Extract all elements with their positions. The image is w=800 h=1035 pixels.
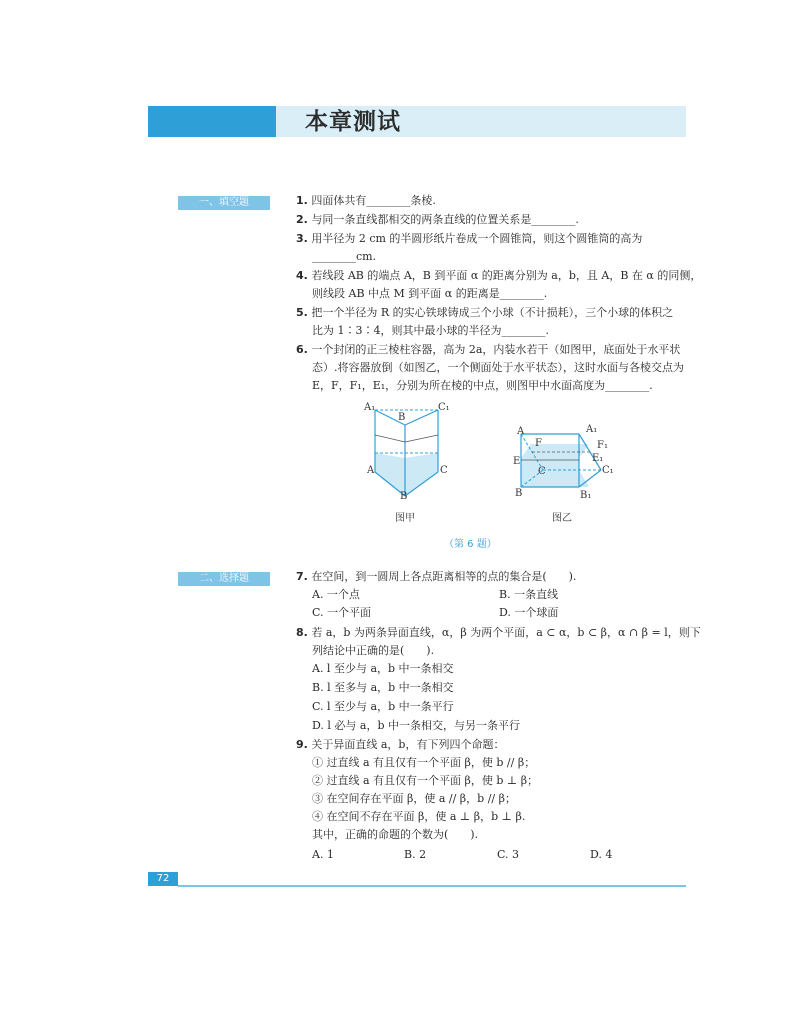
question-text: 与同一条直线都相交的两条直线的位置关系是________. — [311, 213, 579, 226]
proposition-1: ① 过直线 a 有且仅有一个平面 β，使 b // β； — [312, 756, 536, 769]
question-3 — [296, 230, 686, 266]
vertex-label: A — [367, 465, 375, 476]
vertex-label: E₁ — [592, 453, 604, 464]
option-a[interactable]: A. l 至少与 a，b 中一条相交 — [312, 662, 454, 675]
question-number: 2. — [296, 213, 308, 226]
vertex-label: E — [513, 456, 521, 467]
vertex-label: B₁ — [580, 490, 592, 501]
vertex-label: B — [398, 412, 406, 423]
question-text: 用半径为 2 cm 的半圆形纸片卷成一个圆锥筒，则这个圆锥筒的高为 — [311, 232, 643, 245]
question-text-line: E，F，F₁，E₁，分别为所在棱的中点，则图甲中水面高度为________. — [312, 379, 653, 392]
option-c[interactable]: C. l 至少与 a，b 中一条平行 — [312, 700, 454, 713]
question-text: 关于异面直线 a，b，有下列四个命题： — [311, 738, 505, 751]
question-text: 四面体共有________条棱. — [311, 194, 436, 207]
question-text: 在空间，到一圆周上各点距离相等的点的集合是( ). — [311, 570, 577, 583]
section-tag-fill-in: 一、填空题 — [178, 196, 270, 210]
option-c[interactable]: C. 3 — [497, 848, 520, 861]
option-d[interactable]: D. 一个球面 — [499, 606, 559, 619]
option-a[interactable]: A. 1 — [312, 848, 334, 861]
page-number: 72 — [148, 872, 178, 886]
vertex-label: B — [400, 491, 408, 502]
vertex-label: C — [538, 466, 546, 477]
proposition-4: ④ 在空间不存在平面 β，使 a ⊥ β，b ⊥ β. — [312, 810, 526, 823]
option-a[interactable]: A. 一个点 — [312, 588, 360, 601]
vertex-label: A₁ — [586, 424, 598, 435]
question-text: 若 a，b 为两条异面直线，α，β 为两个平面，a ⊂ α，b ⊂ β，α ∩ β = l，则下 — [311, 626, 701, 639]
question-9 — [296, 736, 686, 844]
vertex-label: F — [535, 438, 542, 449]
figure-jia-prism — [360, 400, 460, 502]
question-number: 3. — [296, 232, 308, 245]
vertex-label: B — [515, 488, 523, 499]
option-d[interactable]: D. l 必与 a，b 中一条相交，与另一条平行 — [312, 719, 521, 732]
question-text: 若线段 AB 的端点 A，B 到平面 α 的距离分别为 a，b，且 A，B 在 α 的同侧， — [311, 269, 702, 282]
proposition-3: ③ 在空间存在平面 β，使 a // β，b // β； — [312, 792, 516, 805]
question-4 — [296, 267, 702, 303]
footer-rule — [178, 885, 686, 887]
question-text-line: 列结论中正确的是( ). — [312, 644, 435, 657]
question-number: 5. — [296, 306, 308, 319]
option-b[interactable]: B. l 至多与 a，b 中一条相交 — [312, 681, 454, 694]
option-c[interactable]: C. 一个平面 — [312, 606, 372, 619]
vertex-label: F₁ — [597, 440, 608, 451]
figure-yi-label: 图乙 — [552, 513, 572, 524]
question-number: 4. — [296, 269, 308, 282]
figure-jia-label: 图甲 — [395, 513, 415, 524]
question-text-line: ________cm. — [312, 250, 377, 263]
question-text-line: 比为 1∶3∶4，则其中最小球的半径为________. — [312, 324, 549, 337]
question-8 — [296, 624, 701, 660]
question-number: 1. — [296, 194, 308, 207]
vertex-label: C₁ — [438, 402, 450, 413]
question-text-line: 态）.将容器放倒（如图乙，一个侧面处于水平状态），这时水面与各棱交点为 — [312, 361, 684, 374]
vertex-label: C — [440, 465, 448, 476]
vertex-label: A₁ — [364, 402, 376, 413]
page-title: 本章测试 — [305, 108, 401, 135]
question-1 — [296, 192, 686, 210]
option-b[interactable]: B. 一条直线 — [499, 588, 559, 601]
proposition-2: ② 过直线 a 有且仅有一个平面 β，使 b ⊥ β； — [312, 774, 539, 787]
option-b[interactable]: B. 2 — [404, 848, 427, 861]
question-6 — [296, 341, 686, 395]
question-7 — [296, 568, 686, 586]
vertex-label: C₁ — [602, 465, 614, 476]
question-text: 把一个半径为 R 的实心铁球铸成三个小球（不计损耗），三个小球的体积之 — [311, 306, 674, 319]
figure-caption: （第 6 题） — [444, 539, 497, 550]
question-2 — [296, 211, 686, 229]
question-text-line: 其中，正确的命题的个数为( ). — [312, 828, 479, 841]
question-text: 一个封闭的正三棱柱容器，高为 2a，内装水若干（如图甲，底面处于水平状 — [311, 343, 681, 356]
option-d[interactable]: D. 4 — [590, 848, 613, 861]
section-tag-choice: 二、选择题 — [178, 572, 270, 586]
vertex-label: A — [517, 426, 525, 437]
question-text-line: 则线段 AB 中点 M 到平面 α 的距离是________. — [312, 287, 548, 300]
question-number: 6. — [296, 343, 308, 356]
question-number: 9. — [296, 738, 308, 751]
header-accent-block — [148, 106, 276, 137]
question-number: 8. — [296, 626, 308, 639]
question-number: 7. — [296, 570, 308, 583]
question-5 — [296, 304, 686, 340]
